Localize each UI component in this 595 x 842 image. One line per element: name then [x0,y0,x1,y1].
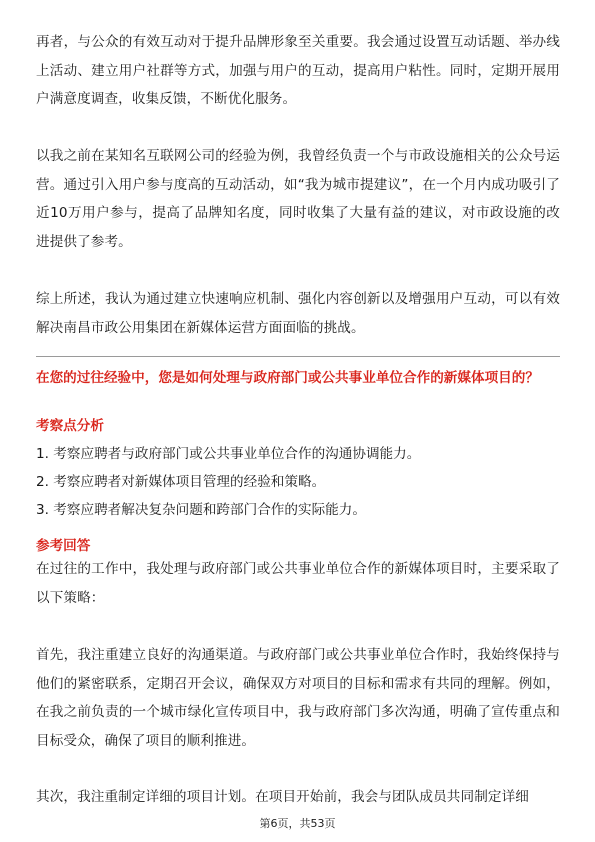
answer-paragraph: 在过往的工作中，我处理与政府部门或公共事业单位合作的新媒体项目时，主要采取了以下策略： [36,561,560,606]
analysis-item: 3. 考察应聘者解决复杂问题和跨部门合作的实际能力。 [36,502,366,518]
section-divider [36,356,560,357]
analysis-item: 1. 考察应聘者与政府部门或公共事业单位合作的沟通协调能力。 [36,446,421,462]
interview-question: 在您的过往经验中，您是如何处理与政府部门或公共事业单位合作的新媒体项目的？ [36,370,539,386]
answer-paragraph: 其次，我注重制定详细的项目计划。在项目开始前，我会与团队成员共同制定详细 [36,789,529,805]
analysis-heading: 考察点分析 [36,418,104,434]
answer-heading: 参考回答 [36,538,91,554]
body-paragraph: 再者，与公众的有效互动对于提升品牌形象至关重要。我会通过设置互动话题、举办线上活动、建立用户社群等方式，加强与用户的互动，提高用户粘性。同时，定期开展用户满意度调查，收集反馈，不断优化服务。 [36,34,560,107]
body-paragraph: 以我之前在某知名互联网公司的经验为例，我曾经负责一个与市政设施相关的公众号运营。通过引入用户参与度高的互动活动，如“我为城市提建议”，在一个月内成功吸引了近10万用户参与，提高了品牌知名度，同时收集了大量有益的建议，对市政设施的改进提供了参考。 [36,148,560,250]
body-paragraph: 综上所述，我认为通过建立快速响应机制、强化内容创新以及增强用户互动，可以有效解决南昌市政公用集团在新媒体运营方面面临的挑战。 [36,291,560,336]
page-number-footer: 第6页，共53页 [259,817,336,830]
analysis-item: 2. 考察应聘者对新媒体项目管理的经验和策略。 [36,474,326,490]
answer-paragraph: 首先，我注重建立良好的沟通渠道。与政府部门或公共事业单位合作时，我始终保持与他们的紧密联系，定期召开会议，确保双方对项目的目标和需求有共同的理解。例如，在我之前负责的一个城市绿化宣传项目中，我与政府部门多次沟通，明确了宣传重点和目标受众，确保了项目的顺利推进。 [36,647,560,749]
